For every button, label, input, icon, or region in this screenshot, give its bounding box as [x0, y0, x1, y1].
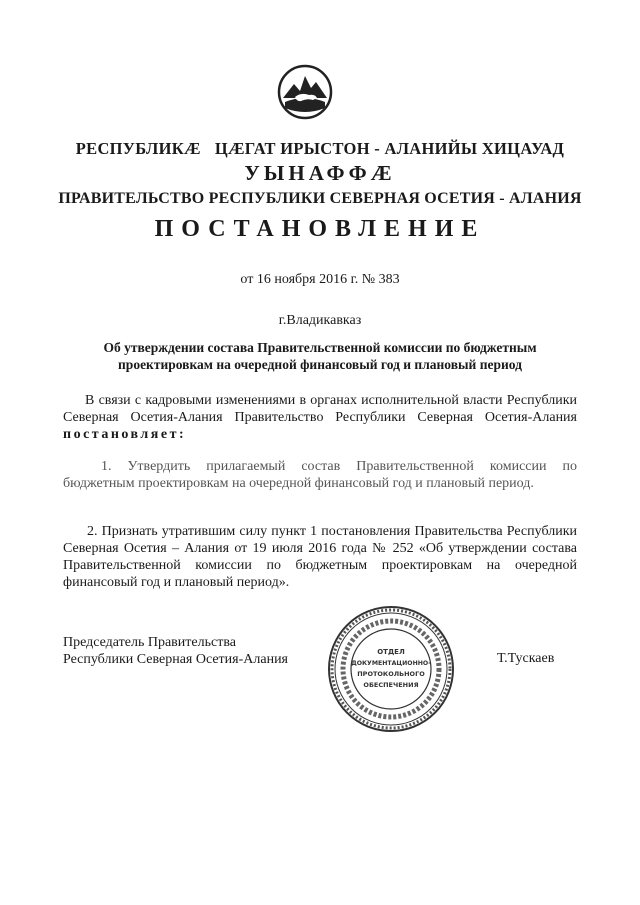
decree-word: постановляет: [63, 427, 187, 442]
order-title-ossetian: УЫНАФФÆ [244, 161, 396, 185]
document-subject: Об утверждении состава Правительственной комиссии по бюджетным проектировкам на очередной финансовый год и плановый период [103, 340, 537, 372]
seal-text-line2: ДОКУМЕНТАЦИОННО- [351, 660, 431, 667]
seal-text-line4: ОБЕСПЕЧЕНИЯ [363, 681, 419, 689]
signatory-name: Т.Тускаев [497, 651, 555, 666]
signatory-title-line2: Республики Северная Осетия-Алания [63, 652, 288, 667]
republic-name-ossetian-part2: ЦÆГАТ ИРЫСТОН - АЛАНИЙЫ ХИЦАУАД [214, 139, 565, 158]
signatory-title [63, 634, 288, 668]
resolution-item-1: 1. Утвердить прилагаемый состав Правительственной комиссии по бюджетным проектировкам на очередной финансовый год и плановый период. [63, 459, 577, 491]
republic-name-ossetian [0, 139, 640, 159]
document-city: г.Владикавказ [278, 313, 362, 328]
resolution-item-2: 2. Признать утратившим силу пункт 1 постановления Правительства Республики Северная Осетия – Алания от 19 июля 2016 года № 252 «Об утверждении состава Правительственной комиссии по бюджетным проектировкам на очередной финансовый год и плановый период». [63, 524, 577, 590]
republic-name-ossetian-part1: РЕСПУБЛИКÆ [75, 139, 201, 158]
official-seal [326, 604, 456, 734]
signatory-title-line1: Председатель Правительства [63, 635, 236, 650]
document-date-number: от 16 ноября 2016 г. № 383 [240, 272, 400, 287]
seal-text-line3: ПРОТОКОЛЬНОГО [357, 670, 425, 678]
intro-text: В связи с кадровыми изменениями в органах исполнительной власти Республики Северная Осетия-Алания Правительство Республики Северная Осетия-Алания [63, 393, 577, 425]
seal-text-line1: ОТДЕЛ [377, 648, 405, 656]
document-type-title: ПОСТАНОВЛЕНИЕ [154, 216, 486, 242]
coat-of-arms-emblem [277, 64, 333, 120]
government-name: ПРАВИТЕЛЬСТВО РЕСПУБЛИКИ СЕВЕРНАЯ ОСЕТИЯ - АЛАНИЯ [58, 190, 582, 207]
intro-paragraph [63, 392, 577, 443]
